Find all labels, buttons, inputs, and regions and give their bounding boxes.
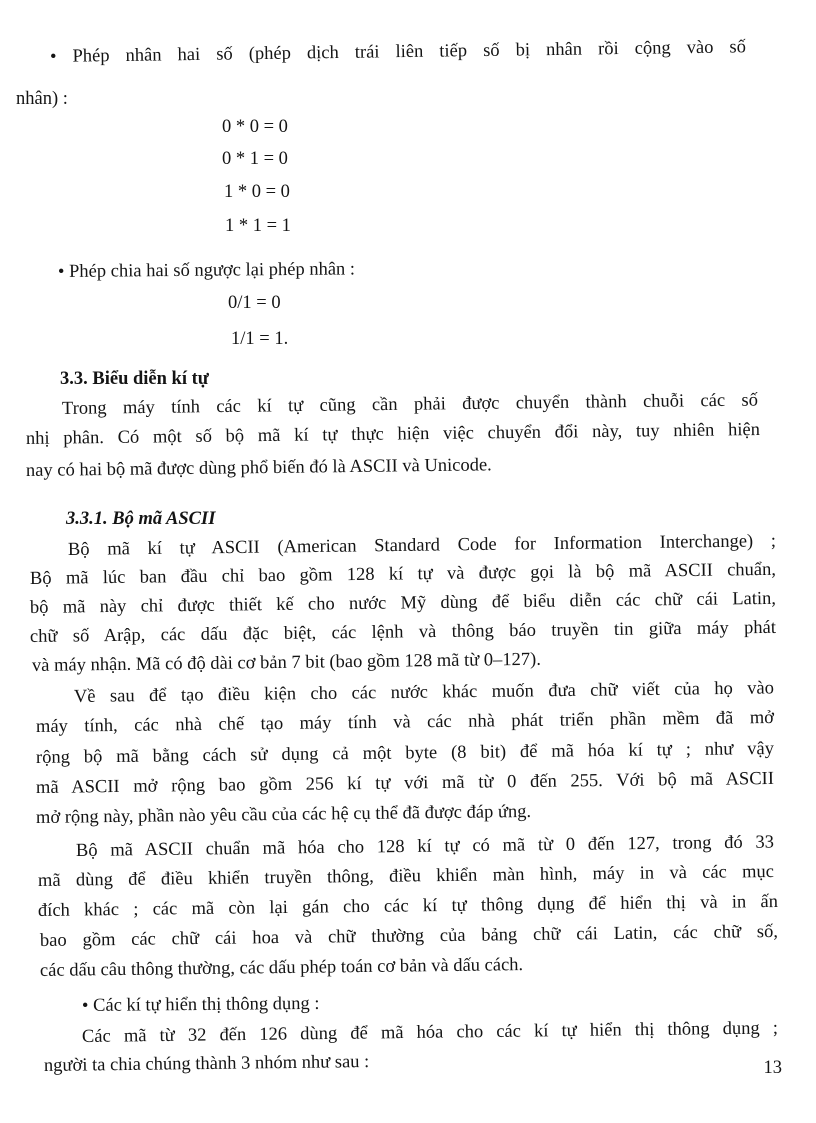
paragraph-line: nay có hai bộ mã được dùng phổ biến đó là ASCII và Unicode.: [25, 455, 492, 481]
paragraph-line: bộ mã này chỉ được thiết kế cho nước Mỹ dùng để biểu diễn các chữ cái Latin,: [29, 588, 777, 618]
paragraph-line: nhị phân. Có một số bộ mã kí tự thực hiện việc chuyển đổi này, tuy nhiên hiện: [25, 420, 761, 449]
paragraph-line: các dấu câu thông thường, các dấu phép toán cơ bản và dấu cách.: [39, 955, 524, 981]
mul-equation: 1 * 1 = 1: [225, 216, 291, 236]
paragraph-line: Bộ mã kí tự ASCII (American Standard Code for Information Interchange) ;: [67, 531, 777, 560]
paragraph-line: bao gồm các chữ cái hoa và chữ thường của bảng chữ cái Latin, các chữ số,: [39, 921, 779, 951]
bullet-display-chars: • Các kí tự hiển thị thông dụng :: [81, 993, 320, 1016]
paragraph-line: và máy nhận. Mã có độ dài cơ bản 7 bit (bao gồm 128 mã từ 0–127).: [31, 649, 542, 676]
paragraph-line: Về sau để tạo điều kiện cho các nước khác muốn đưa chữ viết của họ vào: [73, 678, 775, 707]
paragraph-line: mã dùng để điều khiển truyền thông, điều khiển màn hình, máy in và các mục: [37, 862, 775, 891]
bullet-multiplication-line2: nhân) :: [16, 89, 68, 109]
paragraph-line: rộng bộ mã bằng cách sử dụng cả một byte (8 bit) để mã hóa kí tự ; như vậy: [35, 738, 775, 768]
section-heading-3-3: 3.3. Biểu diễn kí tự: [60, 369, 209, 389]
paragraph-line: chữ số Arập, các dấu đặc biệt, các lệnh và thông báo truyền tin giữa máy phát: [29, 617, 777, 647]
div-equation: 0/1 = 0: [228, 293, 281, 313]
paragraph-line: Trong máy tính các kí tự cũng cần phải được chuyển thành chuỗi các số: [61, 390, 759, 419]
paragraph-line: Bộ mã lúc ban đầu chỉ bao gồm 128 kí tự và được gọi là bộ mã ASCII chuẩn,: [29, 559, 777, 589]
paragraph-line: mở rộng này, phần nào yêu cầu của các hệ cụ thể đã được đáp ứng.: [35, 801, 532, 828]
mul-equation: 0 * 0 = 0: [222, 117, 288, 137]
paragraph-line: Các mã từ 32 đến 126 dùng để mã hóa cho các kí tự hiển thị thông dụng ;: [81, 1018, 779, 1047]
bullet-multiplication-line1: • Phép nhân hai số (phép dịch trái liên tiếp số bị nhân rồi cộng vào số: [49, 37, 747, 67]
paragraph-line: máy tính, các nhà chế tạo máy tính và các nhà phát triển phần mềm đã mở: [35, 707, 775, 737]
paragraph-line: mã ASCII mở rộng bao gồm 256 kí tự với mã từ 0 đến 255. Với bộ mã ASCII: [35, 768, 775, 798]
paragraph-line: Bộ mã ASCII chuẩn mã hóa cho 128 kí tự có mã từ 0 đến 127, trong đó 33: [75, 832, 775, 861]
mul-equation: 0 * 1 = 0: [222, 149, 288, 169]
paragraph-line: đích khác ; các mã còn lại gán cho các kí tự thông dụng để hiển thị và in ấn: [37, 891, 779, 921]
bullet-division: • Phép chia hai số ngược lại phép nhân :: [57, 259, 356, 282]
mul-equation: 1 * 0 = 0: [224, 182, 290, 202]
div-equation: 1/1 = 1.: [231, 329, 289, 349]
paragraph-line: người ta chia chúng thành 3 nhóm như sau :: [43, 1052, 370, 1076]
section-heading-3-3-1: 3.3.1. Bộ mã ASCII: [66, 509, 216, 529]
page-number: 13: [763, 1058, 782, 1078]
